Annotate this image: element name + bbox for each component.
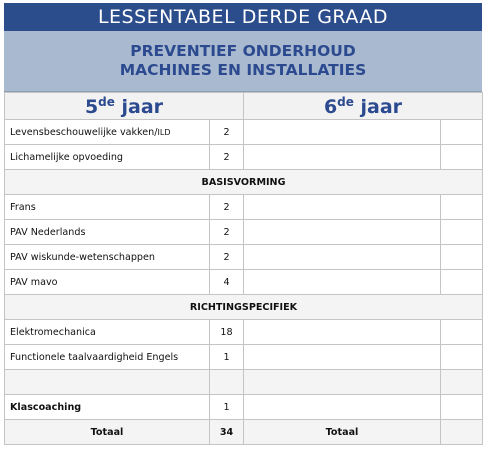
table-row: [5, 245, 483, 270]
subject-cell: PAV mavo: [5, 270, 210, 295]
lessentabel: [4, 3, 482, 445]
hours-cell: 2: [210, 145, 244, 170]
table-row: [5, 195, 483, 220]
table-row: [5, 345, 483, 370]
empty-cell: [441, 245, 483, 270]
empty-cell: [5, 370, 210, 395]
table-row: [5, 395, 483, 420]
year-6-header: 6de jaar: [244, 93, 483, 120]
year-header-row: [5, 93, 483, 120]
year-5-header: 5de jaar: [5, 93, 244, 120]
empty-cell: [244, 270, 441, 295]
total-value-6: [441, 420, 483, 445]
empty-cell: [210, 370, 244, 395]
subtitle-line-2: MACHINES EN INSTALLATIES: [119, 61, 367, 79]
program-subtitle: [4, 31, 482, 92]
subtitle-line-1: PREVENTIEF ONDERHOUD: [130, 42, 356, 60]
hours-cell: 18: [210, 320, 244, 345]
empty-cell: [441, 195, 483, 220]
empty-cell: [441, 220, 483, 245]
section-row: [5, 295, 483, 320]
subject-cell: PAV Nederlands: [5, 220, 210, 245]
empty-cell: [244, 145, 441, 170]
hours-cell: 1: [210, 395, 244, 420]
spacer-row: [5, 370, 483, 395]
hours-cell: 1: [210, 345, 244, 370]
empty-cell: [244, 395, 441, 420]
table-row: [5, 220, 483, 245]
subject-cell: Lichamelijke opvoeding: [5, 145, 210, 170]
empty-cell: [441, 345, 483, 370]
hours-cell: 4: [210, 270, 244, 295]
total-label-6: Totaal: [244, 420, 441, 445]
hours-cell: 2: [210, 195, 244, 220]
empty-cell: [441, 320, 483, 345]
subject-cell: PAV wiskunde-wetenschappen: [5, 245, 210, 270]
table-row: [5, 270, 483, 295]
table-row: [5, 145, 483, 170]
table-row: [5, 120, 483, 145]
empty-cell: [441, 395, 483, 420]
empty-cell: [244, 370, 441, 395]
empty-cell: [244, 220, 441, 245]
hours-cell: 2: [210, 120, 244, 145]
hours-cell: 2: [210, 220, 244, 245]
subject-cell: Elektromechanica: [5, 320, 210, 345]
section-heading: RICHTINGSPECIFIEK: [5, 295, 483, 320]
empty-cell: [441, 370, 483, 395]
section-row: [5, 170, 483, 195]
total-value-5: 34: [210, 420, 244, 445]
empty-cell: [441, 270, 483, 295]
subject-cell: Functionele taalvaardigheid Engels: [5, 345, 210, 370]
empty-cell: [244, 345, 441, 370]
subject-cell: Levensbeschouwelijke vakken/ILD: [5, 120, 210, 145]
total-row: [5, 420, 483, 445]
empty-cell: [441, 145, 483, 170]
empty-cell: [244, 195, 441, 220]
empty-cell: [244, 245, 441, 270]
schedule-table: [4, 92, 483, 445]
empty-cell: [441, 120, 483, 145]
table-row: [5, 320, 483, 345]
subject-cell: Frans: [5, 195, 210, 220]
section-heading: BASISVORMING: [5, 170, 483, 195]
page-title: LESSENTABEL DERDE GRAAD: [4, 3, 482, 31]
empty-cell: [244, 120, 441, 145]
hours-cell: 2: [210, 245, 244, 270]
total-label-5: Totaal: [5, 420, 210, 445]
empty-cell: [244, 320, 441, 345]
subject-cell: Klascoaching: [5, 395, 210, 420]
